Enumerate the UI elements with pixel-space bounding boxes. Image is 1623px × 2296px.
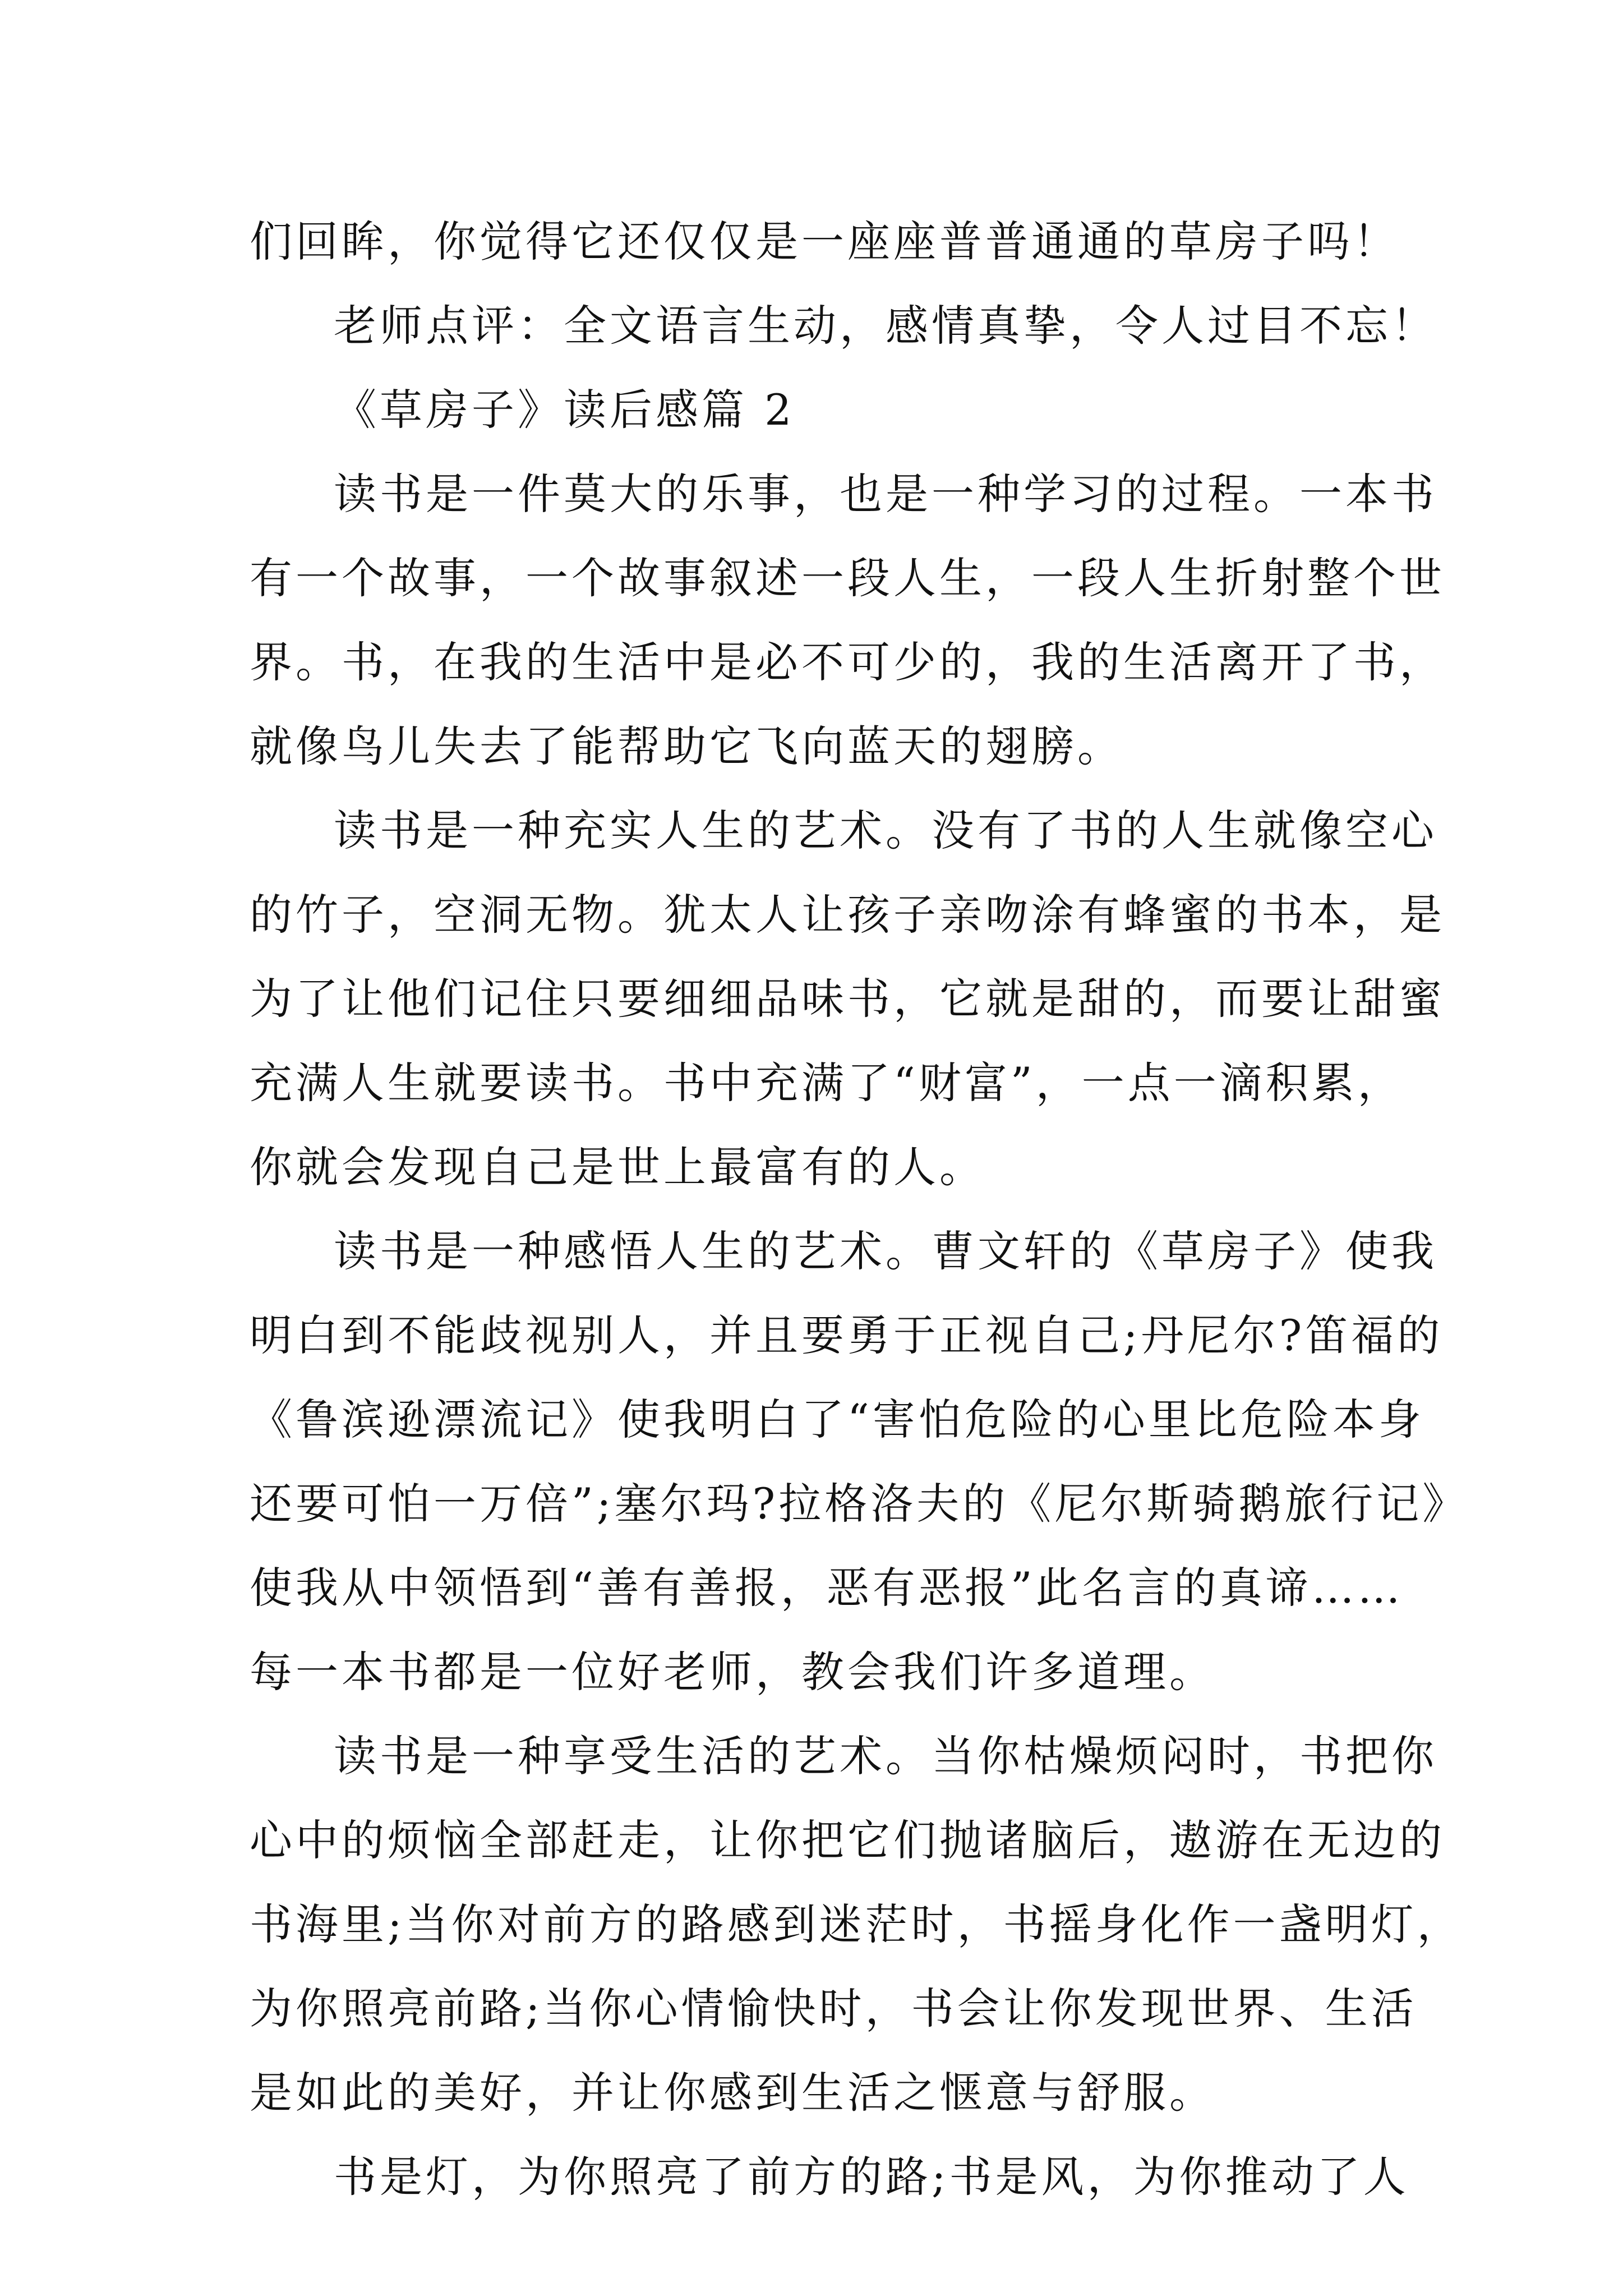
section-heading: 《草房子》读后感篇 2 [334,385,795,435]
text-line-8: 读书是一种充实人生的艺术。没有了书的人生就像空心 [334,806,1437,855]
text-line-23: 是如此的美好，并让你感到生活之惬意与舒服。 [250,2068,1215,2118]
text-line-1: 们回眸，你觉得它还仅仅是一座座普普通通的草房子吗！ [250,217,1399,266]
teacher-comment: 老师点评：全文语言生动，感情真挚，令人过目不忘！ [334,301,1437,351]
text-line-16: 还要可怕一万倍”;塞尔玛?拉格洛夫的《尼尔斯骑鹅旅行记》 [250,1479,1469,1529]
text-line-18: 每一本书都是一位好老师，教会我们许多道理。 [250,1647,1215,1697]
text-line-21: 书海里;当你对前方的路感到迷茫时，书摇身化作一盏明灯， [250,1899,1463,1949]
text-line-6: 界。书，在我的生活中是必不可少的，我的生活离开了书， [250,637,1445,687]
text-line-14: 明白到不能歧视别人，并且要勇于正视自己;丹尼尔?笛福的 [250,1310,1444,1360]
text-line-4: 读书是一件莫大的乐事，也是一种学习的过程。一本书 [334,469,1437,519]
text-line-24: 书是灯，为你照亮了前方的路;书是风，为你推动了人 [334,2152,1409,2202]
text-line-9: 的竹子，空洞无物。犹太人让孩子亲吻涂有蜂蜜的书本，是 [250,890,1445,940]
text-line-20: 心中的烦恼全部赶走，让你把它们抛诸脑后，遨游在无边的 [250,1815,1445,1865]
text-line-17: 使我从中领悟到“善有善报，恶有恶报”此名言的真谛…… [250,1563,1404,1613]
text-line-12: 你就会发现自己是世上最富有的人。 [250,1142,985,1192]
text-line-10: 为了让他们记住只要细细品味书，它就是甜的，而要让甜蜜 [250,974,1445,1024]
text-line-5: 有一个故事，一个故事叙述一段人生，一段人生折射整个世 [250,553,1445,603]
text-line-15: 《鲁滨逊漂流记》使我明白了“害怕危险的心里比危险本身 [250,1395,1424,1444]
text-line-7: 就像鸟儿失去了能帮助它飞向蓝天的翅膀。 [250,721,1123,771]
text-line-19: 读书是一种享受生活的艺术。当你枯燥烦闷时，书把你 [334,1731,1437,1781]
text-line-22: 为你照亮前路;当你心情愉快时，书会让你发现世界、生活 [250,1984,1417,2033]
text-line-13: 读书是一种感悟人生的艺术。曹文轩的《草房子》使我 [334,1226,1437,1276]
text-line-11: 充满人生就要读书。书中充满了“财富”，一点一滴积累， [250,1058,1404,1108]
